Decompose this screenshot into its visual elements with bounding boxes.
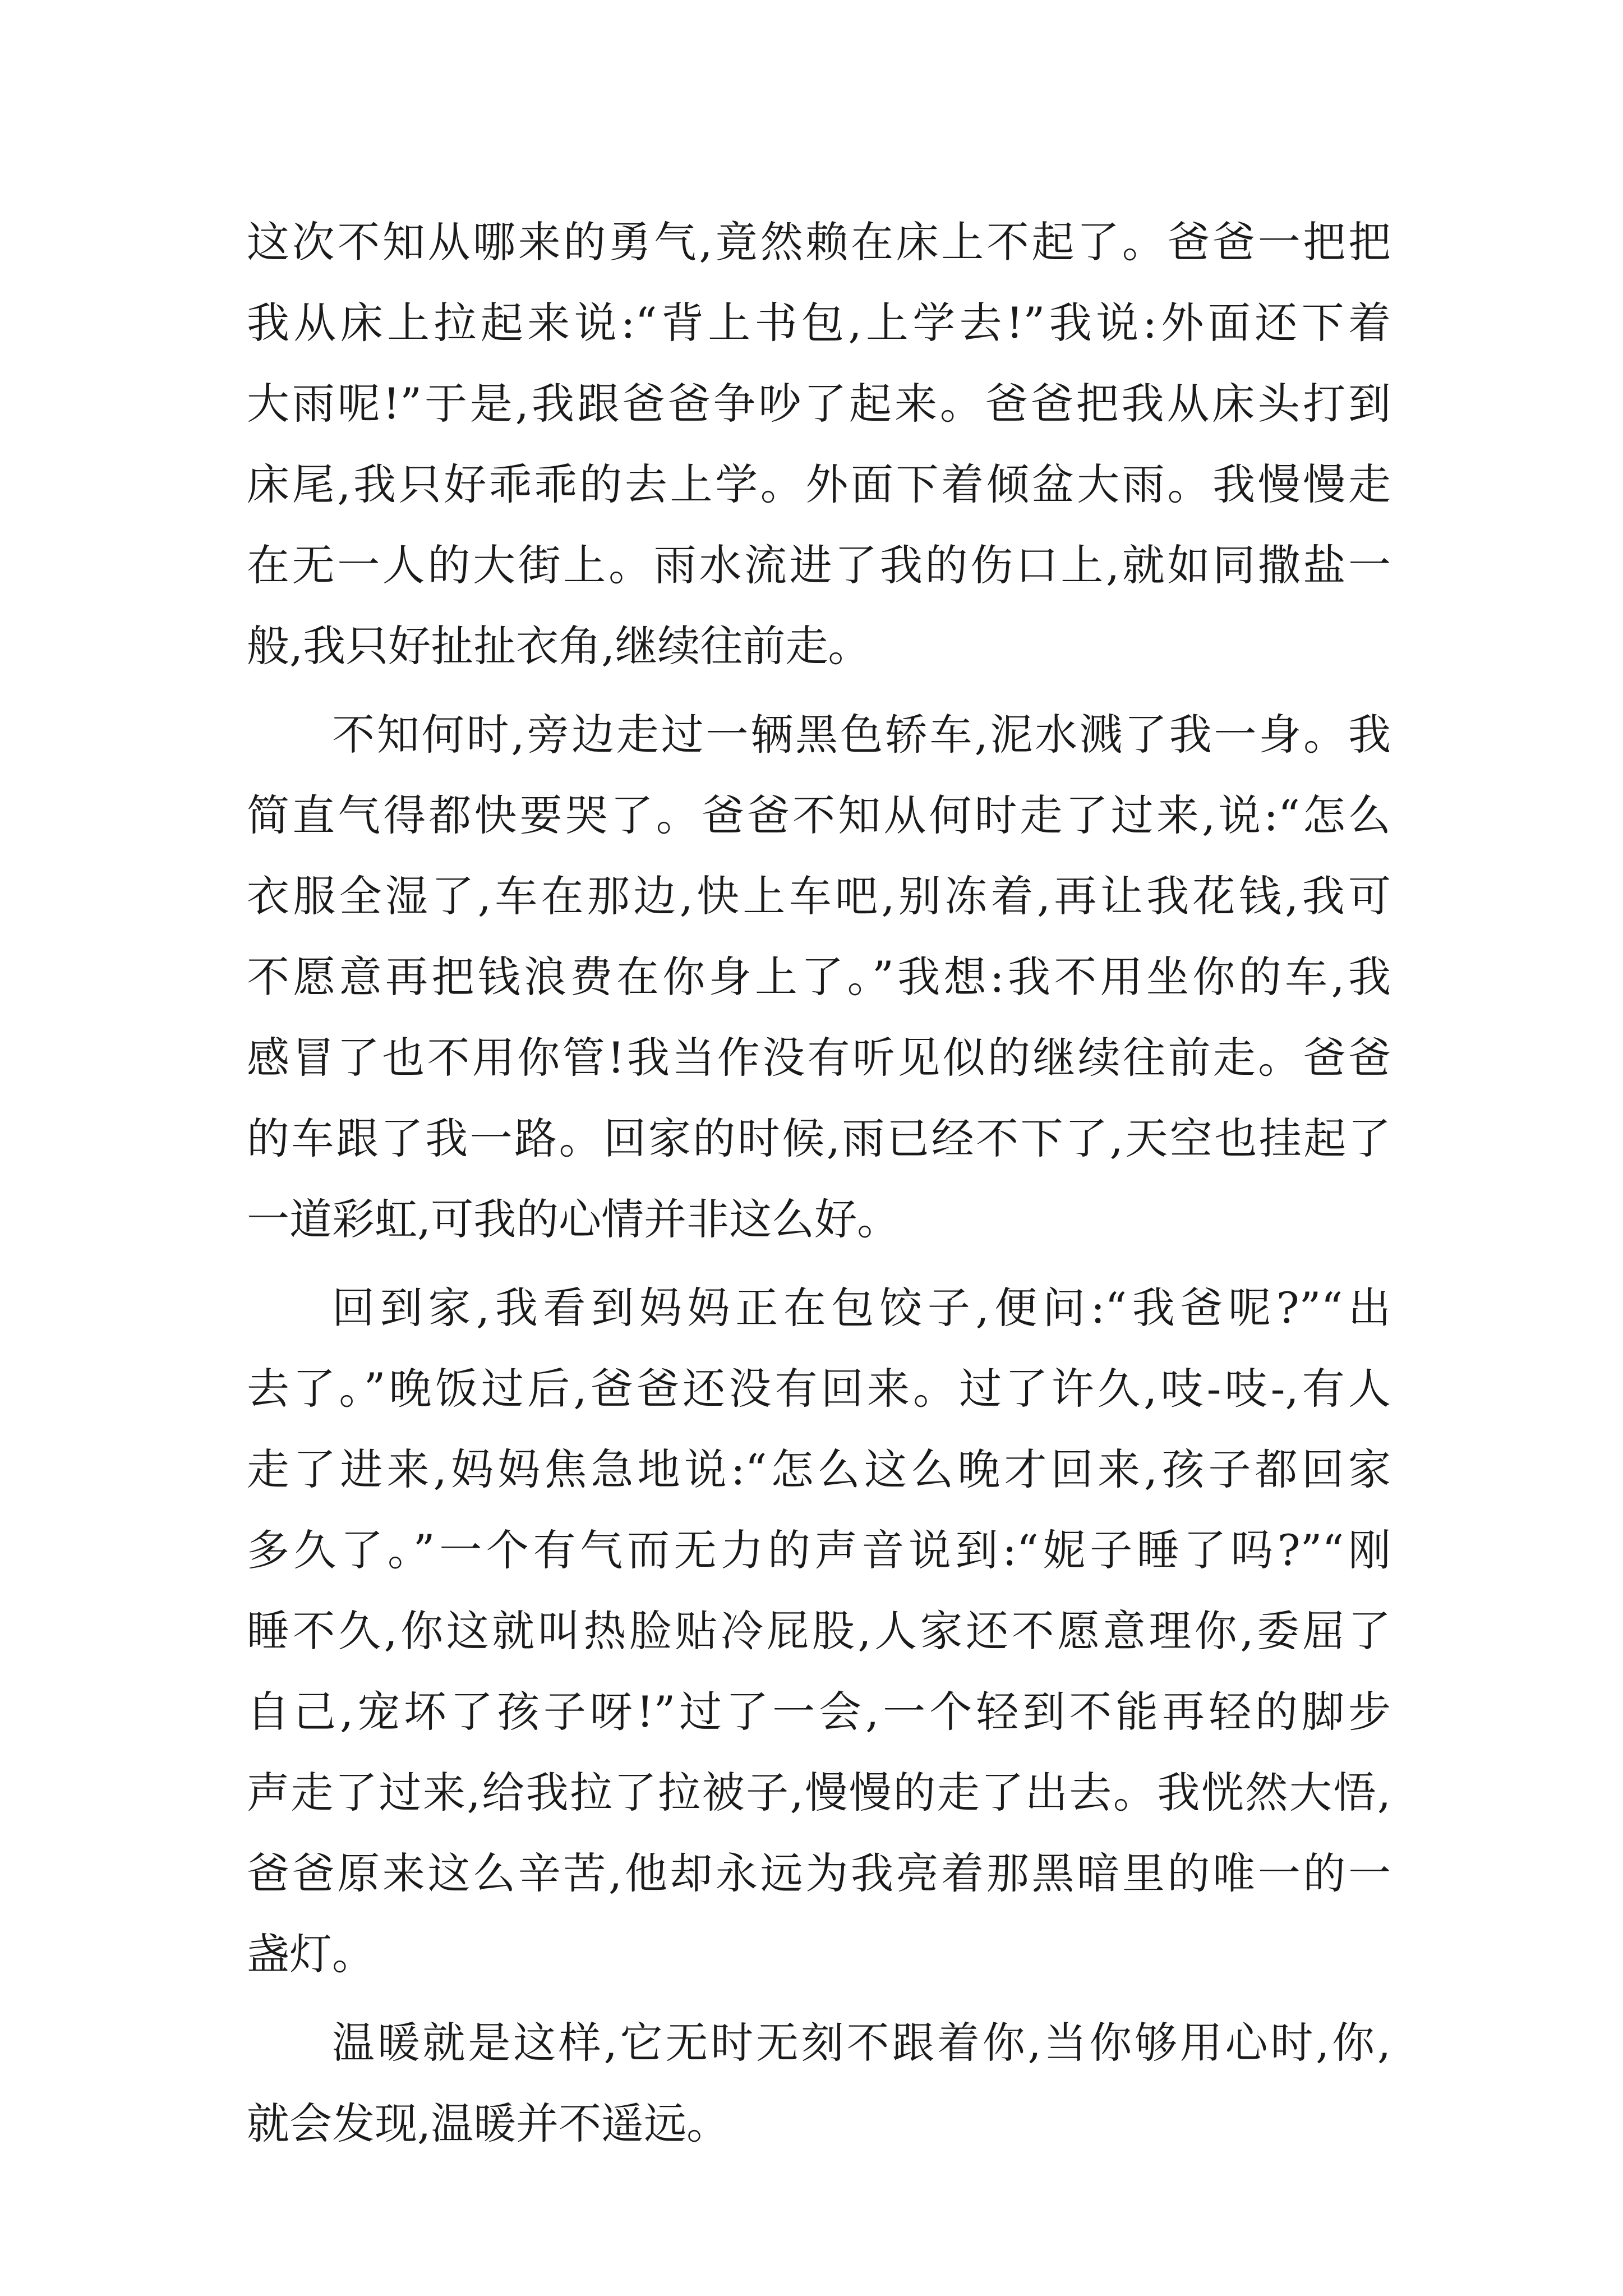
text-line: 盏灯。 — [247, 1929, 375, 1979]
text-line: 多久了。”一个有气而无力的声音说到:“妮子睡了吗?”“刚 — [247, 1525, 1391, 1575]
text-line: 温暖就是这样,它无时无刻不跟着你,当你够用心时,你, — [332, 2018, 1391, 2068]
text-line: 这次不知从哪来的勇气,竟然赖在床上不起了。爸爸一把把 — [247, 217, 1391, 267]
text-line: 衣服全湿了,车在那边,快上车吧,别冻着,再让我花钱,我可 — [247, 871, 1391, 921]
text-line: 感冒了也不用你管!我当作没有听见似的继续往前走。爸爸 — [247, 1033, 1391, 1083]
text-line: 一道彩虹,可我的心情并非这么好。 — [247, 1194, 900, 1244]
text-line: 不知何时,旁边走过一辆黑色轿车,泥水溅了我一身。我 — [332, 710, 1391, 760]
text-line: 回到家,我看到妈妈正在包饺子,便问:“我爸呢?”“出 — [332, 1283, 1391, 1333]
paragraph-2 — [247, 694, 1391, 1260]
text-line: 简直气得都快要哭了。爸爸不知从何时走了过来,说:“怎么 — [247, 790, 1391, 840]
text-line: 床尾,我只好乖乖的去上学。外面下着倾盆大雨。我慢慢走 — [247, 459, 1391, 509]
paragraph-1 — [247, 202, 1391, 687]
text-line: 爸爸原来这么辛苦,他却永远为我亮着那黑暗里的唯一的一 — [247, 1848, 1391, 1898]
essay-body — [247, 202, 1391, 2172]
text-line: 在无一人的大街上。雨水流进了我的伤口上,就如同撒盐一 — [247, 540, 1391, 590]
paragraph-3 — [247, 1268, 1391, 1995]
text-line: 声走了过来,给我拉了拉被子,慢慢的走了出去。我恍然大悟, — [247, 1768, 1391, 1818]
text-line: 大雨呢!”于是,我跟爸爸争吵了起来。爸爸把我从床头打到 — [247, 379, 1391, 429]
text-line: 我从床上拉起来说:“背上书包,上学去!”我说:外面还下着 — [247, 298, 1391, 348]
text-line: 就会发现,温暖并不遥远。 — [247, 2099, 730, 2148]
text-line: 自己,宠坏了孩子呀!”过了一会,一个轻到不能再轻的脚步 — [247, 1687, 1391, 1737]
text-line: 去了。”晚饭过后,爸爸还没有回来。过了许久,吱-吱-,有人 — [247, 1364, 1391, 1414]
text-line: 不愿意再把钱浪费在你身上了。”我想:我不用坐你的车,我 — [247, 952, 1391, 1002]
text-line: 般,我只好扯扯衣角,继续往前走。 — [247, 621, 871, 671]
text-line: 走了进来,妈妈焦急地说:“怎么这么晚才回来,孩子都回家 — [247, 1444, 1391, 1494]
paragraph-4 — [247, 2003, 1391, 2164]
text-line: 的车跟了我一路。回家的时候,雨已经不下了,天空也挂起了 — [247, 1114, 1391, 1163]
text-line: 睡不久,你这就叫热脸贴冷屁股,人家还不愿意理你,委屈了 — [247, 1606, 1391, 1656]
